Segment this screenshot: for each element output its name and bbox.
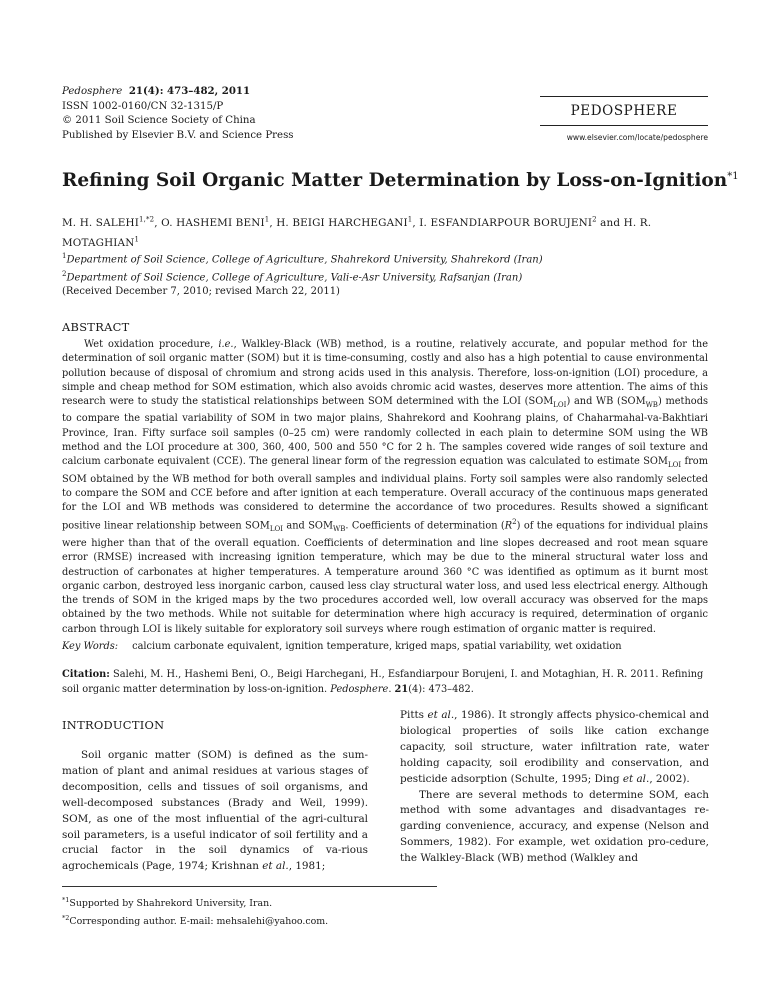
citation: Citation: Salehi, M. H., Hashemi Beni, O., Beigi Harchegani, H., Esfandiarpour Borujeni, I. and Motaghian, H. R. 2011. Refining soil organic matter determination by loss-on-ignition. Pedosphere. 21(4): 473–482. xyxy=(62,669,704,695)
citation-label: Citation: xyxy=(62,669,110,680)
body-column-right xyxy=(400,708,709,867)
abstract-heading: ABSTRACT xyxy=(62,320,130,334)
copyright-line: © 2011 Soil Science Society of China xyxy=(62,115,256,127)
author: M. H. $SALEHI^{1,*2}$ xyxy=(62,216,155,230)
author-list xyxy=(62,212,712,251)
footnote-divider xyxy=(62,886,437,887)
journal-name: PEDOSPHERE xyxy=(570,103,678,119)
keywords xyxy=(62,641,622,652)
author: , O. HASHEMI BENI$^1$ xyxy=(154,216,270,230)
footnote-corresponding: $^{*2}$Corresponding author. E-mail: mehsalehi@yahoo.com. xyxy=(62,914,329,928)
keywords-list: calcium carbonate equivalent, ignition temperature, kriged maps, spatial variability, wet oxidation xyxy=(132,641,622,652)
title-footnote-mark: *1 xyxy=(727,170,739,182)
journal-citation-line: Pedosphere 21(4): 473–482, 2011 xyxy=(62,85,251,97)
body-column-left: Soil organic matter (SOM) is defined as the sum-mation of plant and animal residues at various stages of decomposition, cells and tissues of soil organisms, and well-decomposed substances (Brady and Weil, 1999). SOM, as one of the most influential of the agri-cultural soil parameters, is a useful indicator of soil fertility and a crucial factor in the soil dynamics of va-rious agrochemicals (Page, 1974; Krishnan et al., 1981; xyxy=(62,749,368,873)
footnote-funding: $^{*1}$Supported by Shahrekord University, Iran. xyxy=(62,896,273,910)
author: , H. BEIGI HARCHEGANI$^1$ xyxy=(269,216,413,230)
paper-title: Refining Soil Organic Matter Determination by Loss-on-Ignition$^{*1}$ xyxy=(62,170,739,191)
abstract-text: Wet oxidation procedure, i.e., Walkley-Black (WB) method, is a routine, relatively accurate, and popular method for the determination of soil organic matter (SOM) but it is time-consuming, costly and also has a high potential to cause environmental pollution because of disposal of chromium and strong acids used in this analysis. Therefore, loss-on-ignition (LOI) procedure, a simple and cheap method for SOM estimation, which also avoids chromic acid wastes, deserves more attention. The aims of this research were to study the statistical relationships between SOM determined with the LOI $(SOM_{LOI})$ and WB $(SOM_{WB})$ methods to compare the spatial variability of SOM in two major plains, Shahrekord and Koohrang plains, of Chaharmahal-va-Bakhtiari Province, Iran. Fifty surface soil samples (0–25 cm) were randomly collected in each plain to determine SOM using the WB method and the LOI procedure at 300, 360, 400, 500 and 550 °C for 2 h. The samples covered wide ranges of soil texture and calcium carbonate equivalent (CCE). The general linear form of the regression equation was calculated to estimate $SOM_{LOI}$ from SOM obtained by the WB method for both overall samples and individual plains. Forty soil samples were also randomly selected to compare the SOM and CCE before and after ignition at each temperature. Overall accuracy of the continuous maps generated for the LOI and WB methods was considered to determine the accordance of two procedures. Results showed a significant positive linear relationship between $SOM_{LOI}$ and $SOM_{WB}$. Coefficients of determination $(R^2)$ of the equations for individual plains were higher than that of the overall equation. Coefficients of determination and line slopes decreased and root mean square error (RMSE) increased with increasing ignition temperature, which may be due to the mineral structural water loss and destruction of carbonates at higher temperatures. A temperature around 360 °C was identified as optimum as it burnt most organic carbon, destroyed less inorganic carbon, caused less clay structural water loss, and used less electrical energy. Although the trends of SOM in the kriged maps by the two procedures accorded well, low overall accuracy was observed for the maps obtained by the two methods. While not suitable for determination where high accuracy is required, determination of organic carbon through LOI is likely suitable for exploratory soil surveys where rough estimation of organic matter is required. xyxy=(62,339,708,635)
received-dates: (Received December 7, 2010; revised March 22, 2011) xyxy=(62,286,340,297)
affiliation-1: $^1$Department of Soil Science, College of Agriculture, Shahrekord University, Shahrekord (Iran) xyxy=(62,252,543,266)
keywords-label: Key Words: xyxy=(62,641,119,652)
author: and H. R. MOTAGHIAN$^1$ xyxy=(62,217,652,249)
paragraph: There are several methods to determine SOM, each method with some advantages and disadvantages re-garding convenience, accuracy, and expense (Nelson and Sommers, 1982). For example, wet oxidation pro-cedure, the Walkley-Black (WB) method (Walkley and xyxy=(400,788,709,865)
paragraph: Pitts et al., 1986). It strongly affects physico-chemical and biological properties of soils like cation exchange capacity, soil structure, water infiltration rate, water holding capacity, soil erodibility and conservation, and pesticide adsorption (Schulte, 1995; Ding et al., 2002). xyxy=(400,709,709,785)
journal-header-info xyxy=(62,84,294,143)
journal-name-banner xyxy=(540,96,708,126)
introduction-heading: INTRODUCTION xyxy=(62,718,165,732)
affiliation-2: $^2$Department of Soil Science, College of Agriculture, Vali-e-Asr University, Rafsanjan (Iran) xyxy=(62,270,523,284)
publisher-line: Published by Elsevier B.V. and Science Press xyxy=(62,129,294,141)
issn-line: ISSN 1002-0160/CN 32-1315/P xyxy=(62,100,224,112)
journal-url[interactable]: www.elsevier.com/locate/pedosphere xyxy=(566,133,708,142)
footnotes xyxy=(62,893,328,929)
affiliations xyxy=(62,249,543,286)
author: , I. ESFANDIARPOUR BORUJENI$^2$ xyxy=(412,216,597,230)
